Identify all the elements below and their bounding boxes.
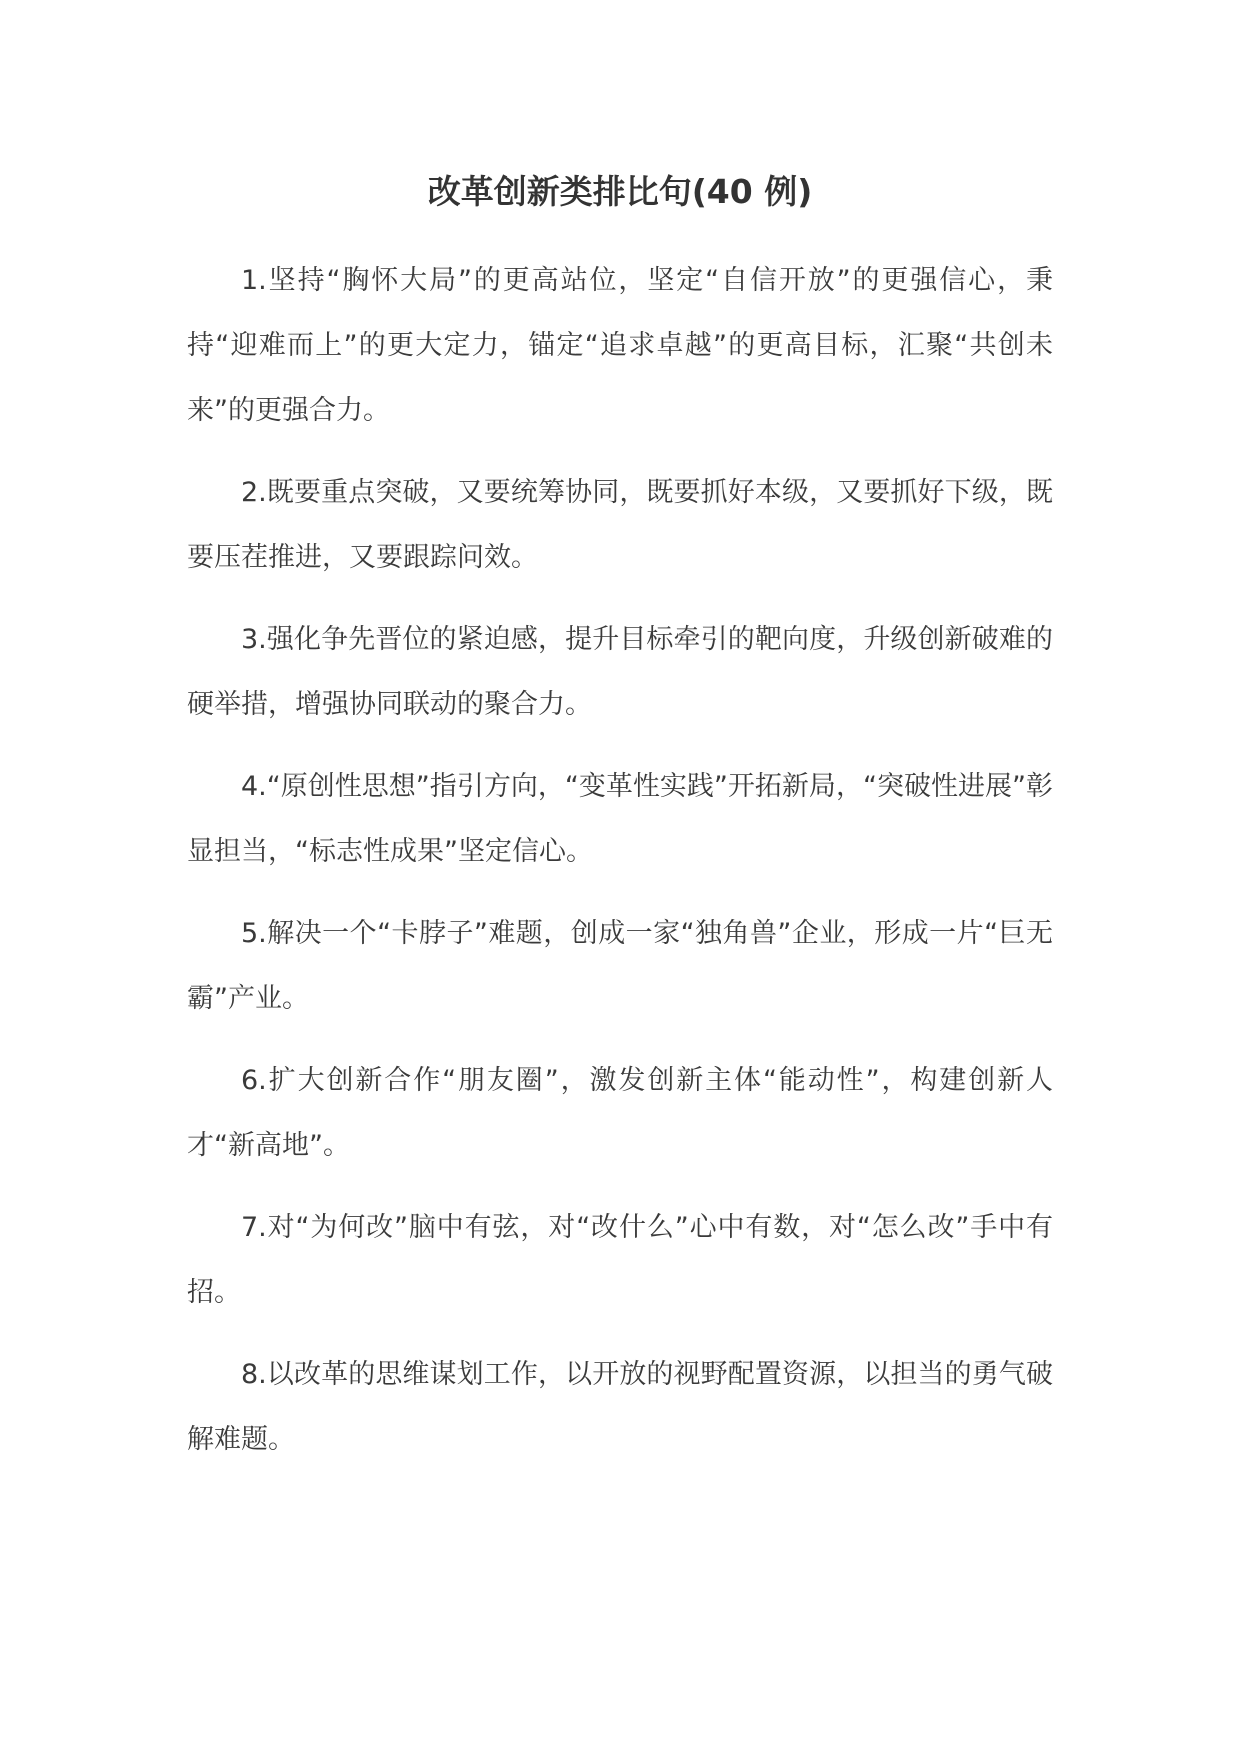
paragraph-1: 1.坚持“胸怀大局”的更高站位，坚定“自信开放”的更强信心，秉持“迎难而上”的更大定力，锚定“追求卓越”的更高目标，汇聚“共创未来”的更强合力。	[187, 265, 1053, 426]
paragraph-7: 7.对“为何改”脑中有弦，对“改什么”心中有数，对“怎么改”手中有招。	[187, 1212, 1053, 1308]
paragraph-5: 5.解决一个“卡脖子”难题，创成一家“独角兽”企业，形成一片“巨无霸”产业。	[187, 918, 1053, 1014]
paragraph-6: 6.扩大创新合作“朋友圈”，激发创新主体“能动性”，构建创新人才“新高地”。	[187, 1065, 1053, 1161]
paragraph-4: 4.“原创性思想”指引方向，“变革性实践”开拓新局，“突破性进展”彰显担当，“标志性成果”坚定信心。	[187, 771, 1053, 867]
paragraph-2: 2.既要重点突破，又要统筹协同，既要抓好本级，又要抓好下级，既要压茬推进，又要跟踪问效。	[187, 477, 1053, 573]
document-body	[187, 248, 1053, 1489]
paragraph-3: 3.强化争先晋位的紧迫感，提升目标牵引的靶向度，升级创新破难的硬举措，增强协同联动的聚合力。	[187, 624, 1053, 720]
paragraph-8: 8.以改革的思维谋划工作，以开放的视野配置资源，以担当的勇气破解难题。	[187, 1359, 1053, 1455]
document-title: 改革创新类排比句(40 例)	[427, 172, 813, 211]
